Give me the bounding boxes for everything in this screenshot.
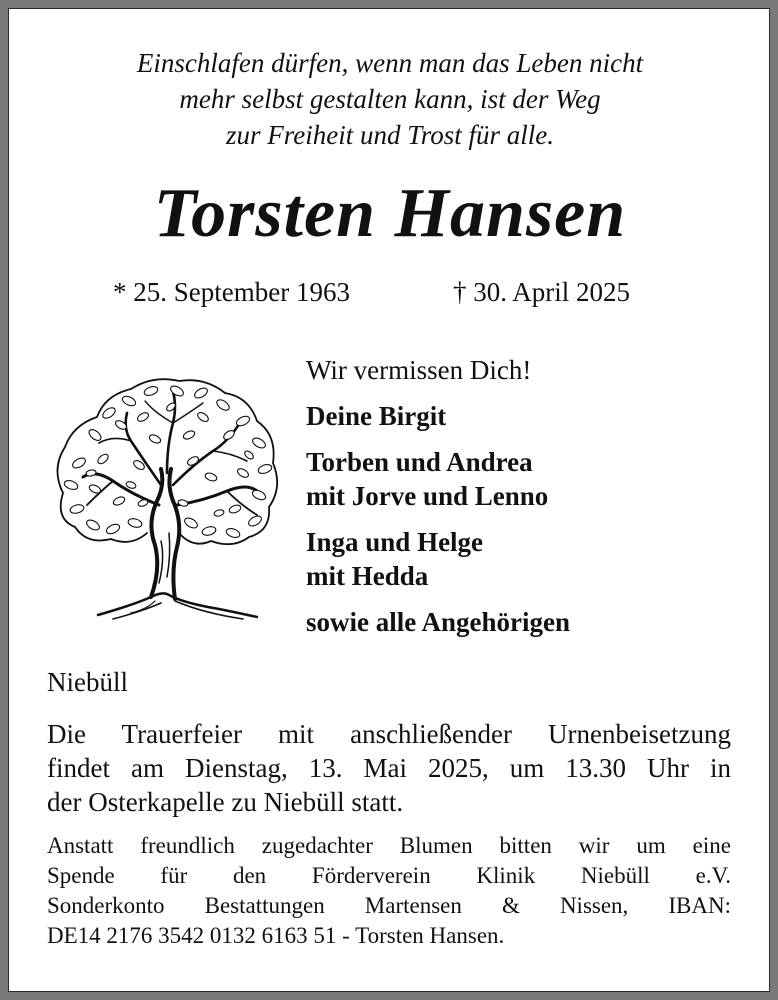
memorial-quote <box>9 45 771 153</box>
quote-line: mehr selbst gestalten kann, ist der Weg <box>179 84 601 114</box>
mourner-group <box>306 445 746 513</box>
mourner-group <box>306 605 746 639</box>
ceremony-line: findet am Dienstag, 13. Mai 2025, um 13.30 Uhr in <box>47 753 731 783</box>
mourner-group <box>306 525 746 593</box>
quote-line: Einschlafen dürfen, wenn man das Leben nicht <box>136 48 644 78</box>
obituary-card <box>8 8 770 992</box>
quote-line: zur Freiheit und Trost für alle. <box>225 120 555 150</box>
donation-line: Anstatt freundlich zugedachter Blumen bitten wir um eine <box>47 833 731 858</box>
place-name: Niebüll <box>47 667 128 697</box>
mourner-line: mit Jorve und Lenno <box>306 481 549 511</box>
death-date: † 30. April 2025 <box>453 277 631 307</box>
mourner-group <box>306 399 746 433</box>
donation-notice <box>47 831 731 951</box>
donation-line: Sonderkonto Bestattungen Martensen & Nissen, IBAN: <box>47 893 731 918</box>
ceremony-notice <box>47 717 731 819</box>
mourners-block <box>306 353 746 651</box>
mourners-intro: Wir vermissen Dich! <box>306 355 532 385</box>
donation-line: Spende für den Förderverein Klinik Niebüll e.V. <box>47 863 731 888</box>
ceremony-line: Die Trauerfeier mit anschließender Urnenbeisetzung <box>47 719 731 749</box>
mourner-line: Torben und Andrea <box>306 447 533 477</box>
mourner-line: Inga und Helge <box>306 527 484 557</box>
tree-icon <box>43 373 283 623</box>
birth-date: * 25. September 1963 <box>113 277 350 307</box>
ceremony-line: der Osterkapelle zu Niebüll statt. <box>47 787 404 817</box>
donation-line: DE14 2176 3542 0132 6163 51 - Torsten Hansen. <box>47 923 505 948</box>
mourner-line: mit Hedda <box>306 561 429 591</box>
mourner-line: sowie alle Angehörigen <box>306 607 570 637</box>
deceased-name: Torsten Hansen <box>153 175 627 252</box>
mourner-line: Deine Birgit <box>306 401 447 431</box>
